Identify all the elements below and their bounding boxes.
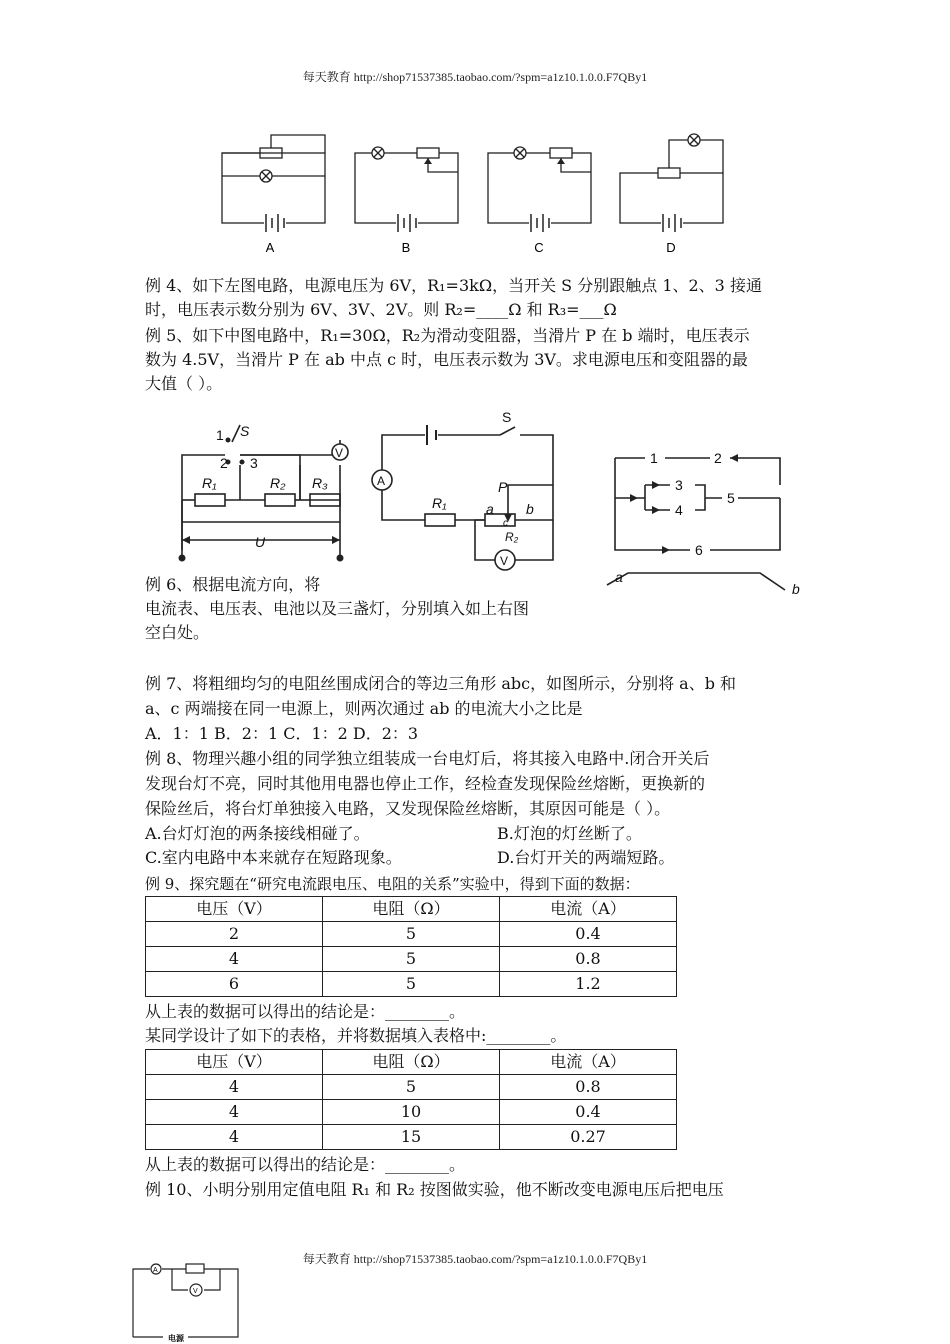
table-header-cell: 电流（A）: [500, 1050, 677, 1075]
example-8-line-3: 保险丝后，将台灯单独接入电路，又发现保险丝熔断，其原因可能是（ ）。: [145, 799, 671, 818]
left-r1-label: R₁: [202, 475, 217, 491]
example-9-conclusion-1: 从上表的数据可以得出的结论是：________。: [145, 1002, 466, 1021]
page-header: 每天教育 http://shop71537385.taobao.com/?spm=a1z10.1.0.0.F7QBy1: [302, 70, 648, 84]
table-cell: 4: [146, 1075, 323, 1100]
table-cell: 5: [323, 947, 500, 972]
middle-p-label: P: [498, 479, 508, 495]
table-row: [146, 1100, 677, 1125]
left-r2-label: R₂: [270, 475, 286, 491]
middle-voltmeter-label: V: [500, 554, 509, 568]
middle-c-label: c: [503, 518, 508, 529]
option-b-label: B: [401, 240, 411, 255]
example-10-line-1: 例 10、小明分别用定值电阻 R₁ 和 R₂ 按图做实验，他不断改变电源电压后把电压: [145, 1180, 724, 1199]
table-cell: 10: [323, 1100, 500, 1125]
table-cell: 1.2: [500, 972, 677, 997]
example-8-option-c: C.室内电路中本来就存在短路现象。: [145, 848, 402, 867]
right-slot-3: 3: [675, 477, 683, 493]
table-header-cell: 电流（A）: [500, 897, 677, 922]
example-9-design: 某同学设计了如下的表格，并将数据填入表格中:________。: [145, 1026, 567, 1045]
table-cell: 0.8: [500, 1075, 677, 1100]
example-8-option-b: B.灯泡的灯丝断了。: [497, 824, 642, 843]
example-7-line-2: a、c 两端接在同一电源上，则两次通过 ab 的电流大小之比是: [145, 699, 583, 718]
example-8-option-d: D.台灯开关的两端短路。: [497, 848, 675, 867]
option-a-label: A: [265, 240, 275, 255]
right-slot-6: 6: [695, 542, 703, 558]
right-slot-2: 2: [714, 450, 722, 466]
example-6-line-3: 空白处。: [145, 623, 210, 642]
right-a-label: a: [615, 569, 623, 585]
example-9-conclusion-2: 从上表的数据可以得出的结论是：________。: [145, 1155, 466, 1174]
example-6-line-1: 例 6、根据电流方向，将: [145, 575, 321, 594]
table-cell: 4: [146, 1100, 323, 1125]
right-slot-1: 1: [650, 450, 658, 466]
example-4-line-1: 例 4、如下左图电路，电源电压为 6V，R₁=3kΩ，当开关 S 分别跟触点 1、2、3 接通: [145, 276, 762, 295]
right-slot-5: 5: [727, 490, 735, 506]
middle-ammeter-label: A: [377, 474, 386, 488]
ammeter-label: A: [153, 1267, 158, 1274]
left-r3-label: R₃: [312, 475, 328, 491]
middle-b-label: b: [526, 501, 534, 517]
example-6-line-2: 电流表、电压表、电池以及三盏灯，分别填入如上右图: [145, 599, 530, 618]
page-footer: 每天教育 http://shop71537385.taobao.com/?spm=a1z10.1.0.0.F7QBy1: [302, 1252, 648, 1266]
example-8-line-1: 例 8、物理兴趣小组的同学独立组装成一台电灯后，将其接入电路中.闭合开关后: [145, 749, 710, 768]
left-contact-2: 2: [220, 455, 228, 471]
right-slot-4: 4: [675, 502, 683, 518]
example-7-options: A．1：1 B．2：1 C．1：2 D．2：3: [145, 724, 419, 743]
data-table-1: [145, 896, 677, 997]
table-header-cell: 电阻（Ω）: [323, 1050, 500, 1075]
example-9-intro: 例 9、探究题在“研究电流跟电压、电阻的关系”实验中，得到下面的数据：: [145, 875, 640, 893]
table-cell: 0.4: [500, 1100, 677, 1125]
left-contact-1: 1: [216, 427, 224, 443]
example-5-line-3: 大值（ ）。: [145, 374, 223, 393]
example-4-line-2: 时，电压表示数分别为 6V、3V、2V。则 R₂=____Ω 和 R₃=___Ω: [145, 300, 617, 319]
table-cell: 6: [146, 972, 323, 997]
voltmeter-label: V: [193, 1288, 198, 1295]
left-contact-3: 3: [250, 455, 258, 471]
table-cell: 2: [146, 922, 323, 947]
table-cell: 5: [323, 1075, 500, 1100]
table-cell: 4: [146, 1125, 323, 1150]
table-row: [146, 922, 677, 947]
example-10-circuit-figure: [128, 1262, 243, 1342]
data-table-2: [145, 1049, 677, 1150]
left-u-label: U: [255, 534, 266, 550]
table-header-cell: 电阻（Ω）: [323, 897, 500, 922]
table-cell: 5: [323, 922, 500, 947]
example-8-option-a: A.台灯灯泡的两条接线相碰了。: [145, 824, 370, 843]
left-voltmeter-label: V: [335, 446, 344, 460]
table-cell: 4: [146, 947, 323, 972]
power-source-label: 电源: [168, 1334, 184, 1342]
table-cell: 0.8: [500, 947, 677, 972]
table-header-row: [146, 897, 677, 922]
middle-a-label: a: [486, 501, 494, 517]
left-switch-label: S: [240, 423, 250, 439]
table-row: [146, 1125, 677, 1150]
table-header-row: [146, 1050, 677, 1075]
example-5-line-2: 数为 4.5V，当滑片 P 在 ab 中点 c 时，电压表示数为 3V。求电源电压和变阻器的最: [145, 350, 748, 369]
option-d-label: D: [666, 240, 676, 255]
middle-r1-label: R₁: [432, 495, 447, 511]
middle-switch-label: S: [502, 410, 512, 425]
table-cell: 0.27: [500, 1125, 677, 1150]
right-b-label: b: [792, 581, 800, 597]
option-c-label: C: [534, 240, 544, 255]
table-header-cell: 电压（V）: [146, 897, 323, 922]
table-row: [146, 972, 677, 997]
table-cell: 0.4: [500, 922, 677, 947]
example-5-line-1: 例 5、如下中图电路中，R₁=30Ω，R₂为滑动变阻器，当滑片 P 在 b 端时，电压表示: [145, 326, 750, 345]
example-8-line-2: 发现台灯不亮，同时其他用电器也停止工作，经检查发现保险丝熔断，更换新的: [145, 774, 706, 793]
example-7-line-1: 例 7、将粗细均匀的电阻丝围成闭合的等边三角形 abc，如图所示，分别将 a、b 和: [145, 674, 737, 693]
table-row: [146, 947, 677, 972]
table-header-cell: 电压（V）: [146, 1050, 323, 1075]
circuit-options-figure: [210, 128, 730, 258]
middle-r2-label: R₂: [505, 530, 519, 544]
table-cell: 5: [323, 972, 500, 997]
table-cell: 15: [323, 1125, 500, 1150]
table-row: [146, 1075, 677, 1100]
